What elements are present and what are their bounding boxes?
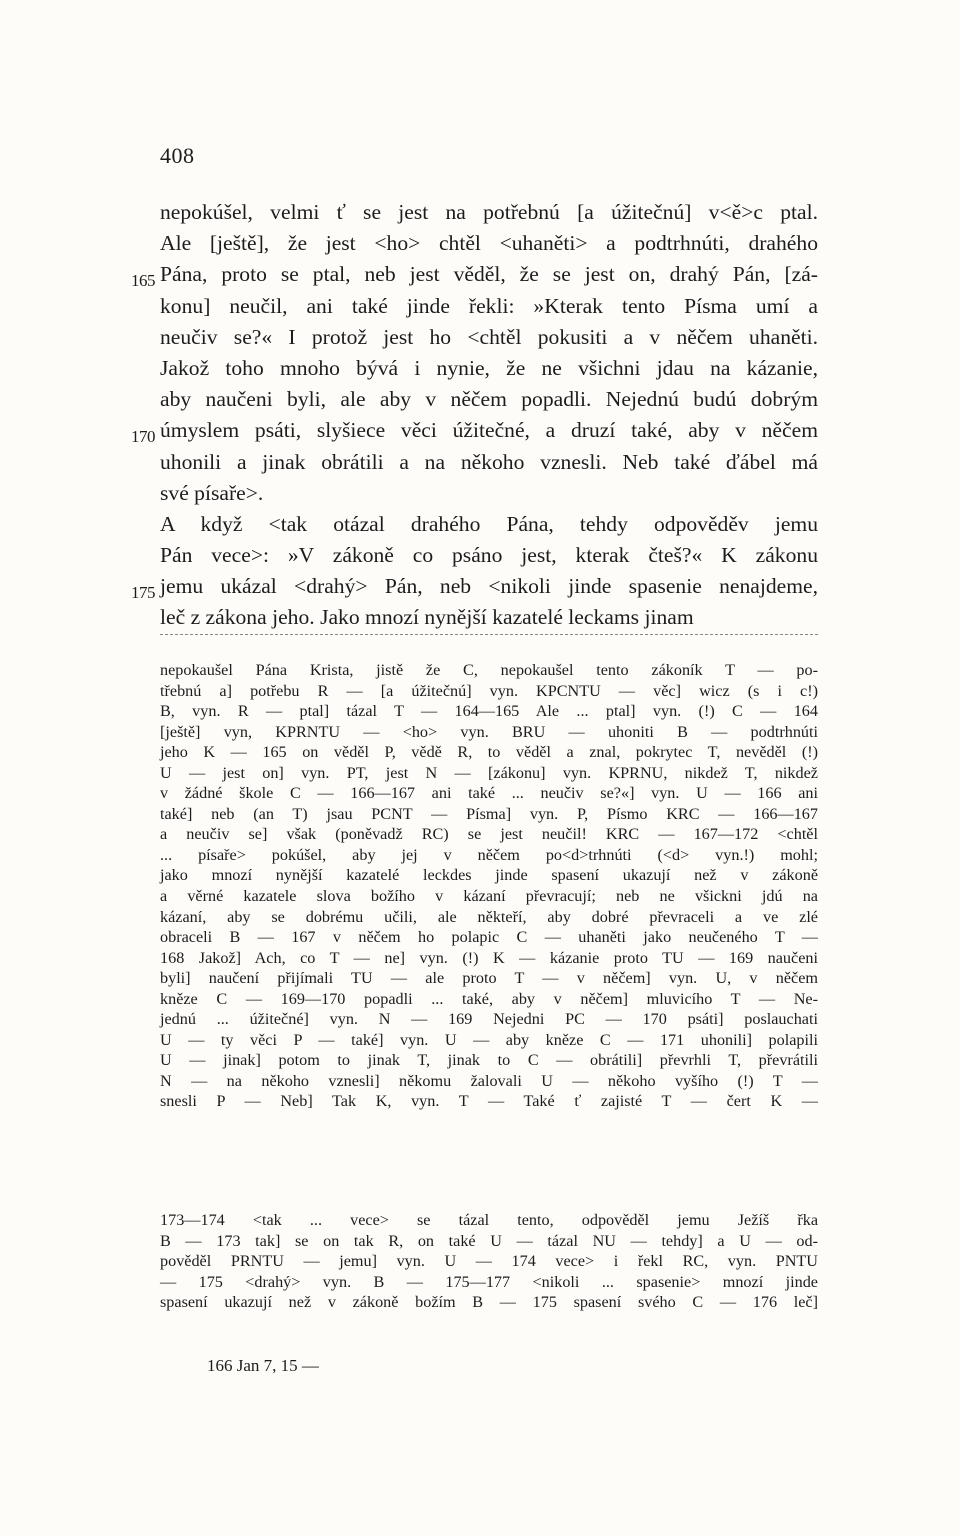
- page-number: 408: [160, 143, 195, 168]
- note-line: jeho K — 165 on věděl P, vědě R, to věděl a znal, pokrytec T, nevěděl (!): [160, 743, 818, 762]
- line-number: 170: [131, 427, 155, 447]
- line-number: 165: [131, 271, 155, 291]
- note-line: a neučiv se] však (poněvadž RC) se jest neučil! KRC — 167—172 <chtěl: [160, 825, 818, 844]
- text-line: úmyslem psáti, slyšiece věci úžitečné, a druzí také, aby v něčem: [160, 418, 818, 443]
- note-line: v žádné škole C — 166—167 ani také ... neučiv se?«] vyn. U — 166 ani: [160, 784, 818, 803]
- text-line: své písaře>.: [160, 480, 264, 505]
- note-line: jako mnozí nynější kazatelé leckdes jinde spasení ukazují než v zákoně: [160, 866, 818, 885]
- text-line: A když <tak otázal drahého Pána, tehdy odpověděv jemu: [160, 511, 818, 536]
- note-line: kněze C — 169—170 popadli ... také, aby v něčem] mluvicího T — Ne-: [160, 989, 818, 1008]
- main-text-block: [131, 197, 818, 634]
- note-line: 173—174 <tak ... vece> se tázal tento, odpověděl jemu Ježíš řka: [160, 1211, 818, 1229]
- note-line: [ještě] vyn, KPRNTU — <ho> vyn. BRU — uhoniti B — podtrhnúti: [160, 722, 818, 741]
- note-line: N — na někoho vznesli] někomu žalovali U — někoho vyšího (!) T —: [160, 1071, 818, 1090]
- text-line: uhonili a jinak obrátili a na někoho vznesli. Neb také ďábel má: [160, 449, 818, 474]
- text-line: neučiv se?« I protož jest ho <chtěl pokusiti a v něčem uhaněti.: [160, 324, 818, 349]
- note-line: byli] naučení přijímali TU — ale proto T — v něčem] vyn. U, v něčem: [160, 969, 818, 988]
- text-line: konu] neučil, ani také jinde řekli: »Kterak tento Písma umí a: [160, 293, 818, 318]
- note-line: B, vyn. R — ptal] tázal T — 164—165 Ale ... ptal] vyn. (!) C — 164: [160, 702, 818, 721]
- note-line: 168 Jakož] Ach, co T — ne] vyn. (!) K — kázanie proto TU — 169 naučeni: [160, 948, 818, 967]
- text-line: nepokúšel, velmi ť se jest na potřebnú [a úžitečnú] v<ě>c ptal.: [160, 200, 818, 224]
- text-line: Ale [ještě], že jest <ho> chtěl <uhaněti> a podtrhnúti, drahého: [160, 231, 818, 256]
- note-line: ... písaře> pokúšel, aby jej v něčem po<d>trhnúti (<d> vyn.!) mohl;: [160, 845, 818, 864]
- note-line: U — jinak] potom to jinak T, jinak to C — obrátili] převrhli T, převrátili: [160, 1051, 818, 1070]
- critical-apparatus-notes: [160, 660, 818, 1112]
- note-line: nepokaušel Pána Krista, jistě že C, nepokaušel tento zákoník T — po-: [160, 661, 818, 679]
- text-line: Pána, proto se ptal, neb jest věděl, že se jest on, drahý Pán, [zá-: [160, 262, 818, 287]
- text-line: jemu ukázal <drahý> Pán, neb <nikoli jinde spasenie nenajdeme,: [160, 574, 818, 599]
- footnote-separator: [160, 634, 818, 635]
- note-line: a věrné kazatele slova božího v kázaní převracují; neb ne všickni jdú na: [160, 887, 818, 906]
- note-line: U — ty věci P — také] vyn. U — aby kněze C — 171 uhonili] polapili: [160, 1030, 818, 1049]
- note-line: pověděl PRNTU — jemu] vyn. U — 174 vece> i řekl RC, vyn. PNTU: [160, 1252, 818, 1271]
- note-line: B — 173 tak] se on tak R, on také U — tázal NU — tehdy] a U — od-: [160, 1231, 818, 1250]
- note-line: U — jest on] vyn. PT, jest N — [zákonu] vyn. KPRNU, nikdež T, nikdež: [160, 763, 818, 782]
- note-line: spasení ukazují než v zákoně božím B — 175 spasení svého C — 176 leč]: [160, 1293, 818, 1312]
- biblical-reference: 166 Jan 7, 15 —: [207, 1356, 319, 1375]
- text-line: Pán vece>: »V zákoně co psáno jest, kterak čteš?« K zákonu: [160, 543, 818, 568]
- line-number: 175: [131, 583, 155, 603]
- text-line: aby naučeni byli, ale aby v něčem popadli. Nejednú budú dobrým: [160, 387, 818, 412]
- note-line: snesli P — Neb] Tak K, vyn. T — Také ť zajisté T — čert K —: [160, 1092, 818, 1111]
- critical-apparatus-notes-continued: [160, 1210, 818, 1313]
- note-line: také] neb (an T) jsau PCNT — Písma] vyn. P, Písmo KRC — 166—167: [160, 804, 818, 823]
- note-line: obraceli B — 167 v něčem ho polapic C — uhaněti jako neučeného T —: [160, 928, 818, 947]
- note-line: jednú ... úžitečné] vyn. N — 169 Nejedni PC — 170 psáti] poslauchati: [160, 1010, 818, 1029]
- note-line: kázaní, aby se dobrému učili, ale někteří, aby dobré převraceli a ve zlé: [160, 907, 818, 926]
- text-line: leč z zákona jeho. Jako mnozí nynější kazatelé leckams jinam: [160, 605, 694, 630]
- text-line: Jakož toho mnoho bývá i nynie, že ne všichni jdau na kázanie,: [160, 355, 818, 380]
- note-line: — 175 <drahý> vyn. B — 175—177 <nikoli ... spasenie> mnozí jinde: [160, 1272, 818, 1291]
- note-line: třebnú a] potřebu R — [a úžitečnú] vyn. KPCNTU — věc] wicz (s i c!): [160, 681, 818, 700]
